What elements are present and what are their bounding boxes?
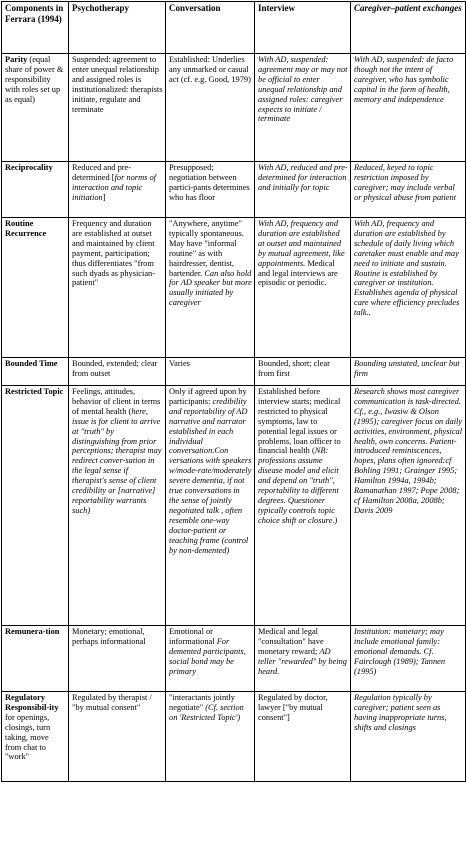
conversation-cell (166, 692, 255, 782)
conversation-cell (166, 386, 255, 626)
psychotherapy-cell: Regulated by therapist / "by mutual consent" (69, 692, 166, 782)
interview-cell (255, 218, 351, 358)
caregiver-cell: With AD, frequency and duration are established by schedule of daily living which caretaker must enable and may need to initiate and sustain. Routine is established by caregiver or institution. Establishes agenda of physical care where efficiency precludes talk.. (351, 218, 466, 358)
table-row (2, 626, 466, 692)
row-label: Restricted Topic (5, 387, 64, 396)
psychotherapy-cell (69, 386, 166, 626)
row-label-cell (2, 386, 69, 626)
conversation-cell: Varies (166, 358, 255, 386)
cell-text: Established before interview starts; medical restricted to physical symptoms, law to potential legal issues or problems, loan officer to financial health ( (258, 387, 341, 456)
caregiver-cell: Research shows most caregiver communication is task-directed. Cf., e.g., Iwasiw & Olson (1995); caregiver focus on daily activities, environment, physical health, own concerns. Patient-introduced reminiscences, hopes, plans often ignored:cf Bohling 1991; Grainger 1995; Hamilton 1994a, 1994b; Ramanathan 1997; Pope 2008; cf Hamilton 2008a, 2008b; Davis 2009 (351, 386, 466, 626)
table-row (2, 54, 466, 162)
psychotherapy-cell: Monetary; emotional, perhaps informational (69, 626, 166, 692)
conversation-cell (166, 218, 255, 358)
row-label: Routine Recurrence (5, 219, 47, 238)
caregiver-cell: Regulation typically by caregiver; patient seen as having inappropriate turns, shifts and closings (351, 692, 466, 782)
interview-cell: Bounded, short; clear from first (255, 358, 351, 386)
table-row (2, 386, 466, 626)
header-interview: Interview (255, 2, 351, 54)
cell-text-end: ] (102, 192, 106, 202)
caregiver-cell: With AD, suspended: de facto though not the intent of caregiver, who has symbolic capital in the form of health, memory and independence (351, 54, 466, 162)
cell-text-italic: AD teller "rewarded" by being heard. (258, 646, 347, 676)
caregiver-cell: Reduced, keyed to topic restriction imposed by caregiver; may include verbal or physical abuse from patient (351, 162, 466, 218)
row-label-cell (2, 358, 69, 386)
row-label-cell (2, 692, 69, 782)
psychotherapy-cell: Suspended: agreement to enter unequal relationship and assigned roles is institutionalized: therapists initiate, regulate and terminate (69, 54, 166, 162)
table-row (2, 218, 466, 358)
psychotherapy-cell (69, 162, 166, 218)
row-label-note: for openings, closings, turn taking, move from chat to "work" (5, 712, 51, 762)
row-label-cell (2, 162, 69, 218)
conversation-cell: Presupposed; negotiation between partici-pants determines who has floor (166, 162, 255, 218)
cell-text-italic: For demented participants, social bond may be primary (169, 636, 246, 676)
caregiver-cell: Bounding unstated, unclear but firm (351, 358, 466, 386)
cell-text-italic: NB: professions assume disease model and elicit and depend on "truth", reportability to different degrees. Questioner typically controls topic choice shift or closure.) (258, 446, 339, 525)
row-label-cell (2, 218, 69, 358)
header-conversation: Conversation (166, 2, 255, 54)
header-psychotherapy: Psychotherapy (69, 2, 166, 54)
cell-text-italic: With AD, frequency and duration are established at outset and maintained by mutual agreement, like appointments. (258, 219, 345, 268)
cell-text: Emotional or informational (169, 627, 215, 646)
cell-text: Feelings, attitudes, behavior of client in terms of mental health ( (72, 387, 161, 416)
header-row (2, 2, 466, 54)
cell-text: Only if agreed upon by participants: (169, 387, 247, 406)
interview-cell: With AD, suspended: agreement may or may not be official to enter unequal relationship and assigned roles: caregiver expects to initiate / terminate (255, 54, 351, 162)
table-row (2, 358, 466, 386)
cell-text: Medical and legal interviews are episodic or periodic. (258, 258, 338, 288)
cell-text-italic: (Cf. section on 'Restricted Topic') (169, 702, 244, 722)
psychotherapy-cell: Bounded, extended; clear from outset (69, 358, 166, 386)
comparison-table (1, 1, 466, 782)
cell-text-italic: here, issue is for client to arrive at "truth" by distinguishing from prior perceptions; therapist may redirect conver-sation in the legal sense if therapist's sense of client credibility or [narrative] reportability warrants such) (72, 406, 162, 515)
row-label-note: (equal share of power & responsibility with roles set up as equal) (5, 55, 64, 104)
cell-text: Reduced and pre-determined [ (72, 163, 132, 182)
cell-text-italic: Can also hold for AD speaker but more usually initiated by caregiver (169, 268, 252, 308)
header-caregiver: Caregiver–patient exchanges (351, 2, 466, 54)
cell-text: "Anywhere, anytime" typically spontaneous. May have "informal routine" as with hairdresser, dentist, bartender. (169, 219, 244, 278)
row-label-cell (2, 626, 69, 692)
interview-cell (255, 386, 351, 626)
cell-text: "interactants jointly negotiate" (169, 693, 235, 712)
conversation-cell (166, 626, 255, 692)
table-row (2, 692, 466, 782)
row-label: Reciprocality (5, 163, 53, 172)
interview-cell (255, 626, 351, 692)
row-label: Parity (5, 55, 28, 64)
interview-cell: With AD, reduced and pre-determined for interaction and initially for topic (255, 162, 351, 218)
header-components: Components in Ferrara (1994) (2, 2, 69, 54)
row-label: Remunera-tion (5, 627, 60, 636)
row-label: Bounded Time (5, 359, 58, 368)
cell-text-italic: for norms of interaction and topic initiation (72, 172, 156, 202)
table-row (2, 162, 466, 218)
psychotherapy-cell: Frequency and duration are established at outset and maintained by client payment, participation; thus differentiates "from such dyads as physician-patient" (69, 218, 166, 358)
cell-text-italic: credibility and reportability of AD narrative and narrator established in each individual conversation.Con versations with speakers w/mode-rate/moderately severe dementia, if not true conversations in the sense of jointly negotiated talk , often resemble one-way doctor-patient or teaching frame (control by non-demented) (169, 396, 252, 555)
interview-cell: Regulated by doctor, lawyer ["by mutual consent"] (255, 692, 351, 782)
caregiver-cell: Institution: monetary; may include emotional family: emotional demands. Cf. Fairclough (1989); Tannen (1995) (351, 626, 466, 692)
row-label: Regulatory Responsibil-ity (5, 693, 59, 712)
conversation-cell: Established: Underlies any unmarked or casual act (cf. e.g. Good, 1979) (166, 54, 255, 162)
cell-text: Medical and legal "consultation" have monetary reward; (258, 627, 324, 656)
row-label-cell (2, 54, 69, 162)
